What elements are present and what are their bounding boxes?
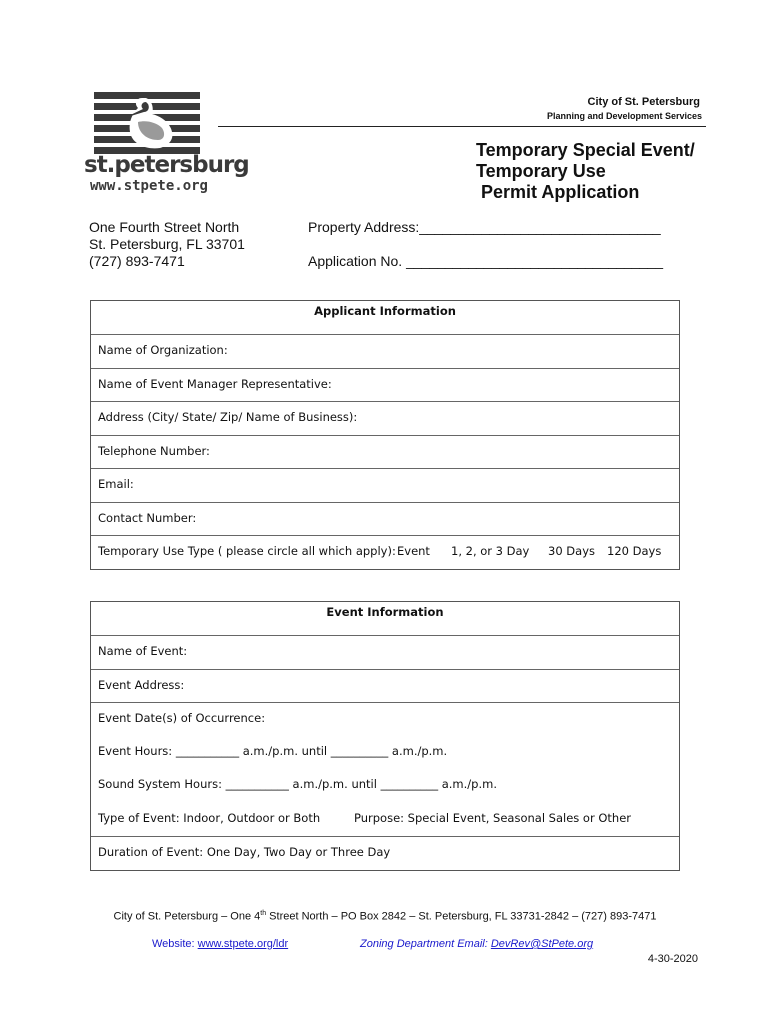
property-address-blank[interactable]: _______________________________ bbox=[419, 219, 661, 235]
form-title-line: Temporary Special Event/ bbox=[476, 140, 695, 160]
temporary-use-type-row bbox=[91, 535, 679, 569]
event-dates-label: Event Date(s) of Occurrence: bbox=[98, 711, 266, 725]
website-link[interactable]: www.stpete.org/ldr bbox=[197, 938, 289, 950]
city-name: City of St. Petersburg bbox=[587, 96, 700, 108]
footer-website bbox=[152, 938, 288, 950]
application-number-label: Application No. bbox=[308, 253, 403, 269]
address-phone: (727) 893-7471 bbox=[89, 253, 185, 269]
temporary-use-type-label: Temporary Use Type ( please circle all which apply): bbox=[98, 544, 396, 558]
application-number-field[interactable] bbox=[308, 253, 663, 269]
applicant-information-heading: Applicant Information bbox=[314, 304, 456, 318]
use-type-option-event[interactable]: Event bbox=[397, 544, 430, 558]
name-of-organization-label: Name of Organization: bbox=[98, 343, 228, 357]
application-number-blank[interactable]: _________________________________ bbox=[406, 253, 664, 269]
form-title-line: Temporary Use bbox=[476, 161, 606, 181]
footer-zoning-email bbox=[360, 938, 593, 950]
telephone-row[interactable] bbox=[91, 435, 679, 468]
applicant-address-row[interactable] bbox=[91, 401, 679, 435]
event-information-table bbox=[90, 601, 680, 871]
event-hours-label: Event Hours: ___________ a.m./p.m. until __________ a.m./p.m. bbox=[98, 744, 448, 758]
office-address bbox=[89, 219, 245, 270]
telephone-label: Telephone Number: bbox=[98, 444, 210, 458]
city-logo bbox=[84, 92, 249, 200]
event-name-label: Name of Event: bbox=[98, 644, 188, 658]
sound-system-hours-label: Sound System Hours: ___________ a.m./p.m. until __________ a.m./p.m. bbox=[98, 777, 497, 791]
use-type-option-120-days[interactable]: 120 Days bbox=[607, 544, 662, 558]
event-address-row[interactable] bbox=[91, 669, 679, 702]
logo-wordmark: st.petersburg bbox=[84, 152, 249, 178]
contact-number-label: Contact Number: bbox=[98, 511, 197, 525]
form-title bbox=[476, 140, 695, 203]
event-address-label: Event Address: bbox=[98, 678, 185, 692]
revision-date: 4-30-2020 bbox=[647, 953, 698, 965]
event-duration-row bbox=[91, 836, 679, 870]
footer-address-superscript: th bbox=[260, 910, 267, 917]
event-information-heading: Event Information bbox=[326, 605, 444, 619]
event-schedule-row[interactable] bbox=[91, 702, 679, 803]
event-purpose-label[interactable]: Purpose: Special Event, Seasonal Sales or Other bbox=[354, 811, 631, 825]
address-line: One Fourth Street North bbox=[89, 219, 240, 235]
header-divider bbox=[218, 126, 706, 127]
pelican-logo-icon bbox=[94, 92, 200, 154]
property-address-field[interactable] bbox=[308, 219, 661, 235]
logo-website: www.stpete.org bbox=[89, 178, 208, 194]
department-name: Planning and Development Services bbox=[546, 111, 702, 121]
name-of-organization-row[interactable] bbox=[91, 334, 679, 368]
contact-number-row[interactable] bbox=[91, 502, 679, 535]
event-type-label[interactable]: Type of Event: Indoor, Outdoor or Both bbox=[98, 811, 321, 825]
applicant-address-label: Address (City/ State/ Zip/ Name of Business): bbox=[98, 410, 358, 424]
form-title-line: Permit Application bbox=[476, 182, 640, 202]
footer-address-part: Street North – PO Box 2842 – St. Petersburg, FL 33731-2842 – (727) 893-7471 bbox=[266, 910, 657, 923]
address-line: St. Petersburg, FL 33701 bbox=[89, 236, 245, 252]
event-type-row bbox=[91, 803, 679, 836]
zoning-email-label: Zoning Department Email: bbox=[360, 938, 488, 950]
use-type-option-30-days[interactable]: 30 Days bbox=[548, 544, 595, 558]
event-manager-row[interactable] bbox=[91, 368, 679, 401]
event-name-row[interactable] bbox=[91, 635, 679, 669]
applicant-information-table bbox=[90, 300, 680, 570]
event-duration-label[interactable]: Duration of Event: One Day, Two Day or Three Day bbox=[98, 845, 391, 859]
use-type-option-1-2-3-day[interactable]: 1, 2, or 3 Day bbox=[451, 544, 530, 558]
email-label: Email: bbox=[98, 477, 134, 491]
website-label: Website: bbox=[152, 938, 195, 950]
footer-address-part: City of St. Petersburg – One 4 bbox=[113, 910, 261, 923]
property-address-label: Property Address: bbox=[308, 219, 420, 235]
event-manager-label: Name of Event Manager Representative: bbox=[98, 377, 332, 391]
email-row[interactable] bbox=[91, 468, 679, 502]
zoning-email-link[interactable]: DevRev@StPete.org bbox=[490, 938, 594, 950]
footer-address bbox=[0, 910, 770, 923]
